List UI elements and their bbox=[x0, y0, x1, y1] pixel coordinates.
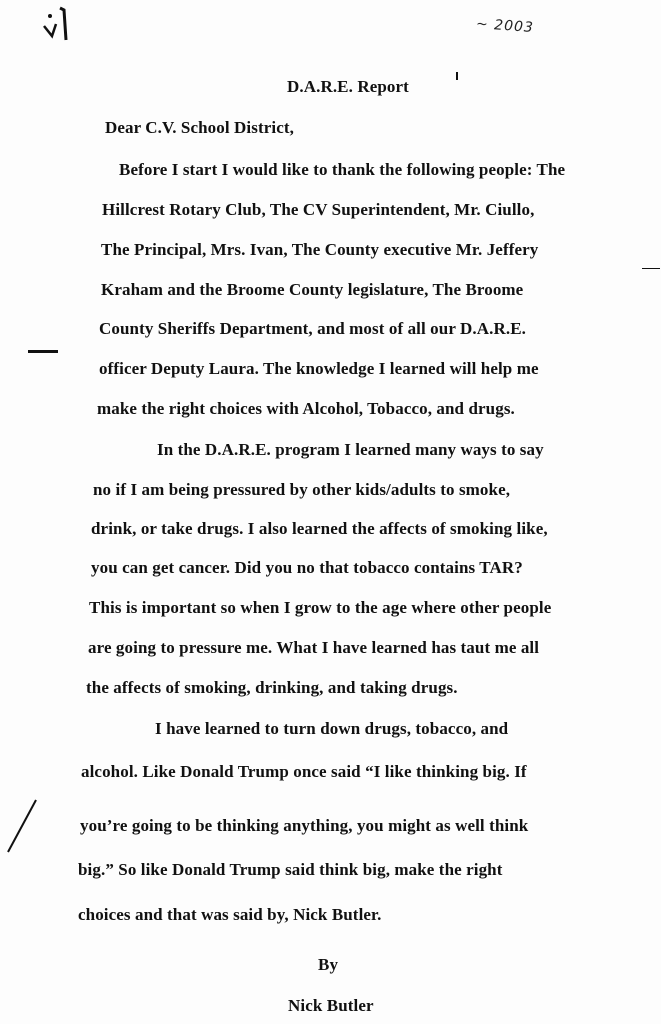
signature-name: Nick Butler bbox=[288, 996, 374, 1015]
salutation: Dear C.V. School District, bbox=[105, 118, 294, 137]
body-line: the affects of smoking, drinking, and taking drugs. bbox=[86, 678, 458, 697]
body-line: This is important so when I grow to the age where other people bbox=[89, 598, 552, 617]
margin-dash-mark bbox=[28, 350, 58, 353]
body-line: I have learned to turn down drugs, tobacco, and bbox=[155, 719, 509, 738]
body-line: County Sheriffs Department, and most of all our D.A.R.E. bbox=[99, 319, 526, 338]
closing-by: By bbox=[318, 955, 339, 974]
body-line: no if I am being pressured by other kids/adults to smoke, bbox=[93, 480, 511, 499]
margin-dash-mark-right bbox=[642, 268, 660, 269]
body-line: drink, or take drugs. I also learned the affects of smoking like, bbox=[91, 519, 548, 538]
margin-slash-mark bbox=[2, 796, 42, 856]
handwritten-year-note: ~ 2003 bbox=[475, 16, 535, 36]
body-line: are going to pressure me. What I have learned has taut me all bbox=[88, 638, 540, 657]
body-line: you can get cancer. Did you no that tobacco contains TAR? bbox=[91, 558, 523, 577]
document-title: D.A.R.E. Report bbox=[287, 77, 409, 96]
body-line: alcohol. Like Donald Trump once said “I like thinking big. If bbox=[81, 762, 527, 781]
body-line: choices and that was said by, Nick Butler. bbox=[78, 905, 382, 924]
body-line: make the right choices with Alcohol, Tobacco, and drugs. bbox=[97, 399, 515, 418]
body-line: you’re going to be thinking anything, you might as well think bbox=[80, 816, 529, 835]
body-line: officer Deputy Laura. The knowledge I learned will help me bbox=[99, 359, 539, 378]
body-line: Hillcrest Rotary Club, The CV Superintendent, Mr. Ciullo, bbox=[102, 200, 535, 219]
body-line: In the D.A.R.E. program I learned many ways to say bbox=[157, 440, 544, 459]
corner-scribble-mark bbox=[36, 4, 86, 44]
tilde-icon: ~ bbox=[475, 16, 490, 33]
body-line: Kraham and the Broome County legislature, The Broome bbox=[101, 280, 524, 299]
body-line: Before I start I would like to thank the following people: The bbox=[119, 160, 566, 179]
body-line: big.” So like Donald Trump said think big, make the right bbox=[78, 860, 503, 879]
body-line: The Principal, Mrs. Ivan, The County executive Mr. Jeffery bbox=[101, 240, 539, 259]
title-speck bbox=[456, 72, 458, 80]
